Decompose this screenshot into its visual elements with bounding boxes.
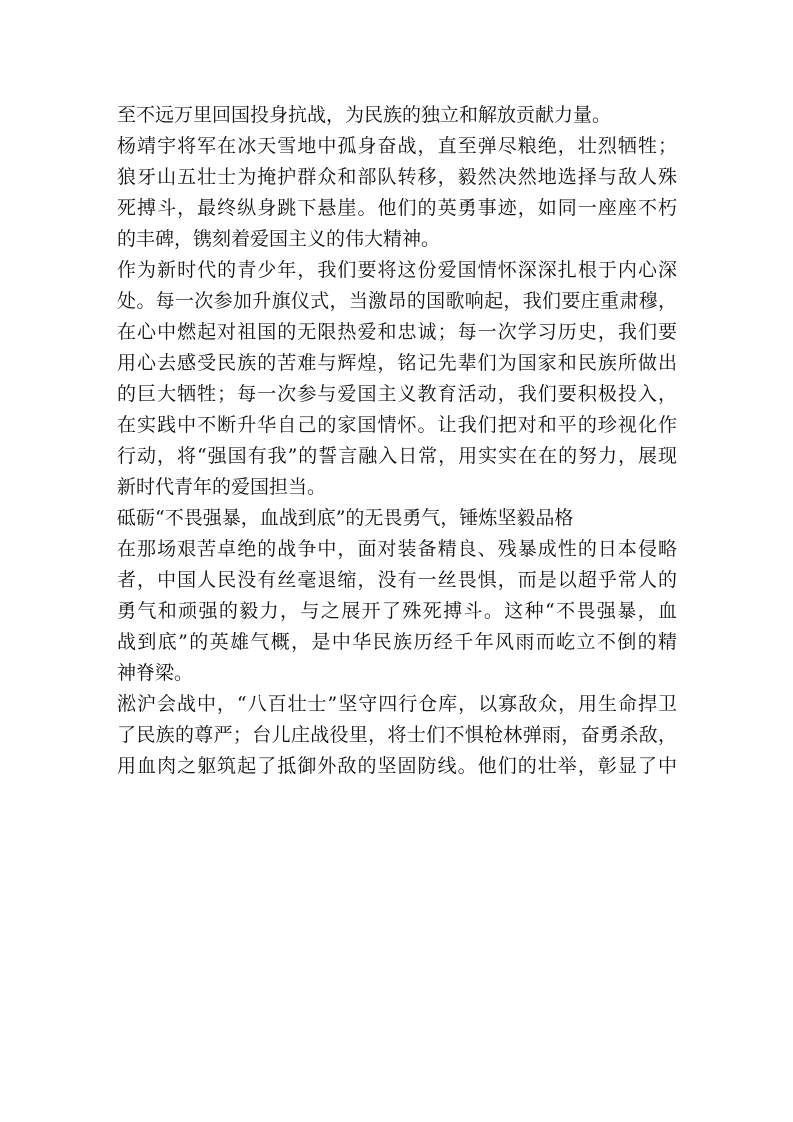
text-line: 用心去感受民族的苦难与辉煌，铭记先辈们为国家和民族所做出 — [117, 352, 677, 374]
text-line: 战到底”的英雄气概，是中华民族历经千年风雨而屹立不倒的精 — [117, 631, 677, 653]
text-line: 新时代青年的爱国担当。 — [117, 476, 327, 498]
text-line: 在实践中不断升华自己的家国情怀。让我们把对和平的珍视化作 — [117, 414, 677, 436]
text-line: 勇气和顽强的毅力，与之展开了殊死搏斗。这种“不畏强暴，血 — [117, 600, 677, 622]
text-line: 了民族的尊严；台儿庄战役里，将士们不惧枪林弹雨，奋勇杀敌， — [117, 724, 677, 746]
document-body — [117, 100, 677, 782]
text-line: 的巨大牺牲；每一次参与爱国主义教育活动，我们要积极投入， — [117, 383, 677, 405]
text-line: 狼牙山五壮士为掩护群众和部队转移，毅然决然地选择与敌人殊 — [117, 166, 677, 188]
text-line: 杨靖宇将军在冰天雪地中孤身奋战，直至弹尽粮绝，壮烈牺牲； — [117, 135, 677, 157]
text-line: 的丰碑，镌刻着爱国主义的伟大精神。 — [117, 228, 441, 250]
text-line: 死搏斗，最终纵身跳下悬崖。他们的英勇事迹，如同一座座不朽 — [117, 197, 677, 219]
text-line: 至不远万里回国投身抗战，为民族的独立和解放贡献力量。 — [117, 104, 612, 126]
text-line: 处。每一次参加升旗仪式，当激昂的国歌响起，我们要庄重肃穆， — [117, 290, 677, 312]
text-line: 在那场艰苦卓绝的战争中，面对装备精良、残暴成性的日本侵略 — [117, 538, 677, 560]
section-heading: 砥砺“不畏强暴，血战到底”的无畏勇气，锤炼坚毅品格 — [117, 507, 574, 529]
text-line: 淞沪会战中，“八百壮士”坚守四行仓库，以寡敌众，用生命捍卫 — [117, 693, 677, 715]
text-line: 者，中国人民没有丝毫退缩，没有一丝畏惧，而是以超乎常人的 — [117, 569, 677, 591]
text-line: 神脊梁。 — [117, 662, 194, 684]
text-line: 作为新时代的青少年，我们要将这份爱国情怀深深扎根于内心深 — [117, 259, 677, 281]
text-line: 用血肉之躯筑起了抵御外敌的坚固防线。他们的壮举，彰显了中 — [117, 755, 677, 777]
text-line: 在心中燃起对祖国的无限热爱和忠诚；每一次学习历史，我们要 — [117, 321, 677, 343]
text-line: 行动，将“强国有我”的誓言融入日常，用实实在在的努力，展现 — [117, 445, 677, 467]
